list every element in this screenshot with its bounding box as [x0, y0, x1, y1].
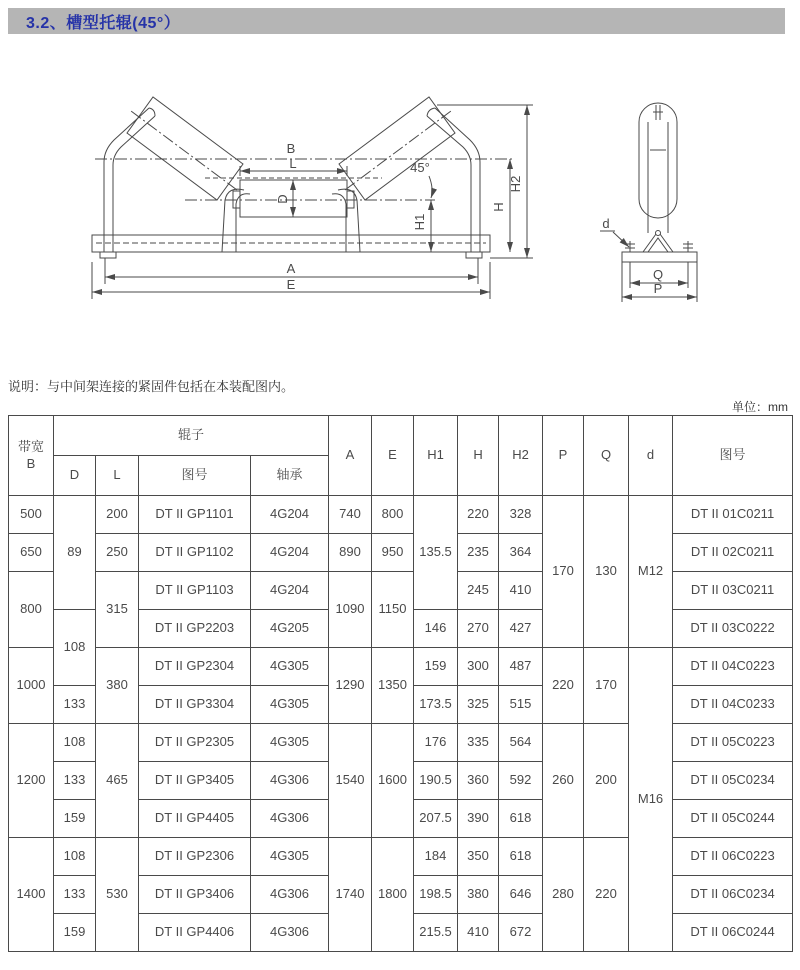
spec-table — [8, 415, 793, 952]
cell-a: 1540 — [329, 724, 372, 838]
cell-d-bolt: M12 — [629, 496, 673, 648]
dim-label-angle: 45° — [410, 160, 430, 175]
cell-drawing-no: DT II 03C0211 — [673, 572, 793, 610]
cell-h1: 184 — [414, 838, 458, 876]
cell-h2: 364 — [499, 534, 543, 572]
col-header-h2: H2 — [499, 416, 543, 496]
cell-d-bolt: M16 — [629, 648, 673, 952]
col-header-roller-group: 辊子 — [54, 416, 329, 456]
cell-h: 325 — [458, 686, 499, 724]
cell-d: 89 — [54, 496, 96, 610]
col-header-d: D — [54, 456, 96, 496]
cell-h2: 328 — [499, 496, 543, 534]
cell-h2: 410 — [499, 572, 543, 610]
col-header-bandwidth-text: 带宽 — [17, 439, 44, 455]
cell-bearing: 4G306 — [251, 914, 329, 952]
cell-bearing: 4G204 — [251, 534, 329, 572]
cell-drawing-no: DT II 02C0211 — [673, 534, 793, 572]
table-row — [9, 572, 793, 610]
cell-drawing-no: DT II 06C0234 — [673, 876, 793, 914]
front-view — [92, 97, 533, 299]
cell-bearing: 4G305 — [251, 724, 329, 762]
cell-h: 410 — [458, 914, 499, 952]
cell-drawing-no: DT II 06C0223 — [673, 838, 793, 876]
cell-h1: 190.5 — [414, 762, 458, 800]
cell-q: 170 — [584, 648, 629, 724]
table-row — [9, 496, 793, 534]
cell-h1: 173.5 — [414, 686, 458, 724]
cell-b: 1200 — [9, 724, 54, 838]
dim-label-d: D — [275, 194, 290, 204]
cell-h: 220 — [458, 496, 499, 534]
cell-e: 1800 — [372, 838, 414, 952]
cell-d: 133 — [54, 686, 96, 724]
cell-bearing: 4G306 — [251, 762, 329, 800]
cell-drawing-no: DT II 05C0234 — [673, 762, 793, 800]
col-header-p: P — [543, 416, 584, 496]
table-row — [9, 534, 793, 572]
dim-label-e: E — [286, 277, 296, 292]
dim-label-h2: H2 — [508, 175, 523, 193]
page-title: 3.2、槽型托辊(45°） — [26, 14, 181, 32]
cell-b: 1000 — [9, 648, 54, 724]
cell-d: 108 — [54, 838, 96, 876]
col-header-h: H — [458, 416, 499, 496]
cell-q: 220 — [584, 838, 629, 952]
cell-h2: 618 — [499, 800, 543, 838]
col-header-l: L — [96, 456, 139, 496]
cell-e: 1600 — [372, 724, 414, 838]
cell-h: 335 — [458, 724, 499, 762]
cell-b: 1400 — [9, 838, 54, 952]
cell-d: 133 — [54, 762, 96, 800]
cell-h1: 207.5 — [414, 800, 458, 838]
cell-e: 1350 — [372, 648, 414, 724]
dim-label-p: P — [653, 281, 663, 296]
cell-h2: 672 — [499, 914, 543, 952]
col-header-bearing: 轴承 — [251, 456, 329, 496]
cell-p: 260 — [543, 724, 584, 838]
cell-drawing-no: DT II 03C0222 — [673, 610, 793, 648]
cell-d: 159 — [54, 914, 96, 952]
col-header-bandwidth — [9, 416, 54, 496]
cell-e: 1150 — [372, 572, 414, 648]
cell-l: 530 — [96, 838, 139, 952]
cell-h2: 592 — [499, 762, 543, 800]
cell-l: 380 — [96, 648, 139, 724]
cell-h: 360 — [458, 762, 499, 800]
dim-label-h: H — [491, 202, 506, 212]
cell-drawing-no: DT II 05C0223 — [673, 724, 793, 762]
cell-bearing: 4G305 — [251, 838, 329, 876]
cell-h: 235 — [458, 534, 499, 572]
cell-l: 465 — [96, 724, 139, 838]
cell-bearing: 4G205 — [251, 610, 329, 648]
cell-drawing-no: DT II 05C0244 — [673, 800, 793, 838]
cell-h2: 564 — [499, 724, 543, 762]
cell-q: 130 — [584, 496, 629, 648]
cell-a: 740 — [329, 496, 372, 534]
table-row — [9, 648, 793, 686]
col-header-roller-no: 图号 — [139, 456, 251, 496]
cell-bearing: 4G306 — [251, 800, 329, 838]
cell-drawing-no: DT II 04C0223 — [673, 648, 793, 686]
cell-h: 245 — [458, 572, 499, 610]
table-row — [9, 838, 793, 876]
col-header-a: A — [329, 416, 372, 496]
cell-d: 133 — [54, 876, 96, 914]
cell-roller-no: DT II GP2306 — [139, 838, 251, 876]
dim-label-d-bolt: d — [602, 216, 610, 231]
cell-h2: 427 — [499, 610, 543, 648]
cell-b: 650 — [9, 534, 54, 572]
col-header-h1: H1 — [414, 416, 458, 496]
cell-b: 500 — [9, 496, 54, 534]
cell-drawing-no: DT II 01C0211 — [673, 496, 793, 534]
trough-idler-technical-drawing — [0, 0, 800, 345]
cell-h2: 487 — [499, 648, 543, 686]
cell-a: 890 — [329, 534, 372, 572]
cell-roller-no: DT II GP4405 — [139, 800, 251, 838]
col-header-d-bolt: d — [629, 416, 673, 496]
cell-h: 380 — [458, 876, 499, 914]
cell-a: 1740 — [329, 838, 372, 952]
col-header-bandwidth-sub: B — [26, 455, 36, 471]
cell-roller-no: DT II GP2304 — [139, 648, 251, 686]
cell-roller-no: DT II GP3406 — [139, 876, 251, 914]
cell-e: 950 — [372, 534, 414, 572]
cell-h2: 515 — [499, 686, 543, 724]
cell-roller-no: DT II GP1101 — [139, 496, 251, 534]
cell-roller-no: DT II GP1103 — [139, 572, 251, 610]
cell-a: 1090 — [329, 572, 372, 648]
dim-label-b: B — [286, 141, 296, 156]
cell-l: 315 — [96, 572, 139, 648]
cell-h1: 198.5 — [414, 876, 458, 914]
cell-h: 390 — [458, 800, 499, 838]
cell-drawing-no: DT II 04C0233 — [673, 686, 793, 724]
cell-h1: 146 — [414, 610, 458, 648]
cell-a: 1290 — [329, 648, 372, 724]
cell-l: 250 — [96, 534, 139, 572]
cell-roller-no: DT II GP4406 — [139, 914, 251, 952]
cell-bearing: 4G305 — [251, 648, 329, 686]
col-header-drawing-no: 图号 — [673, 416, 793, 496]
cell-h2: 618 — [499, 838, 543, 876]
cell-d: 108 — [54, 724, 96, 762]
col-header-e: E — [372, 416, 414, 496]
cell-bearing: 4G204 — [251, 572, 329, 610]
cell-p: 220 — [543, 648, 584, 724]
assembly-note: 说明：与中间架连接的紧固件包括在本装配图内。 — [8, 379, 295, 394]
cell-b: 800 — [9, 572, 54, 648]
cell-h: 300 — [458, 648, 499, 686]
cell-e: 800 — [372, 496, 414, 534]
cell-h1: 159 — [414, 648, 458, 686]
cell-h2: 646 — [499, 876, 543, 914]
cell-l: 200 — [96, 496, 139, 534]
cell-roller-no: DT II GP3304 — [139, 686, 251, 724]
cell-h: 270 — [458, 610, 499, 648]
cell-h1: 135.5 — [414, 496, 458, 610]
cell-q: 200 — [584, 724, 629, 838]
dim-label-a: A — [286, 261, 296, 276]
side-view — [600, 103, 697, 302]
cell-bearing: 4G204 — [251, 496, 329, 534]
cell-drawing-no: DT II 06C0244 — [673, 914, 793, 952]
cell-bearing: 4G305 — [251, 686, 329, 724]
cell-d: 159 — [54, 800, 96, 838]
dim-label-l: L — [289, 156, 297, 171]
cell-roller-no: DT II GP2203 — [139, 610, 251, 648]
table-row — [9, 724, 793, 762]
dim-label-h1: H1 — [412, 213, 427, 231]
cell-p: 170 — [543, 496, 584, 648]
cell-p: 280 — [543, 838, 584, 952]
col-header-q: Q — [584, 416, 629, 496]
dim-label-q: Q — [652, 267, 664, 282]
cell-h: 350 — [458, 838, 499, 876]
cell-roller-no: DT II GP3405 — [139, 762, 251, 800]
cell-roller-no: DT II GP1102 — [139, 534, 251, 572]
cell-h1: 176 — [414, 724, 458, 762]
cell-roller-no: DT II GP2305 — [139, 724, 251, 762]
cell-h1: 215.5 — [414, 914, 458, 952]
dimension-labels — [275, 141, 663, 296]
cell-d: 108 — [54, 610, 96, 686]
cell-bearing: 4G306 — [251, 876, 329, 914]
unit-label: 单位：mm — [732, 400, 788, 414]
